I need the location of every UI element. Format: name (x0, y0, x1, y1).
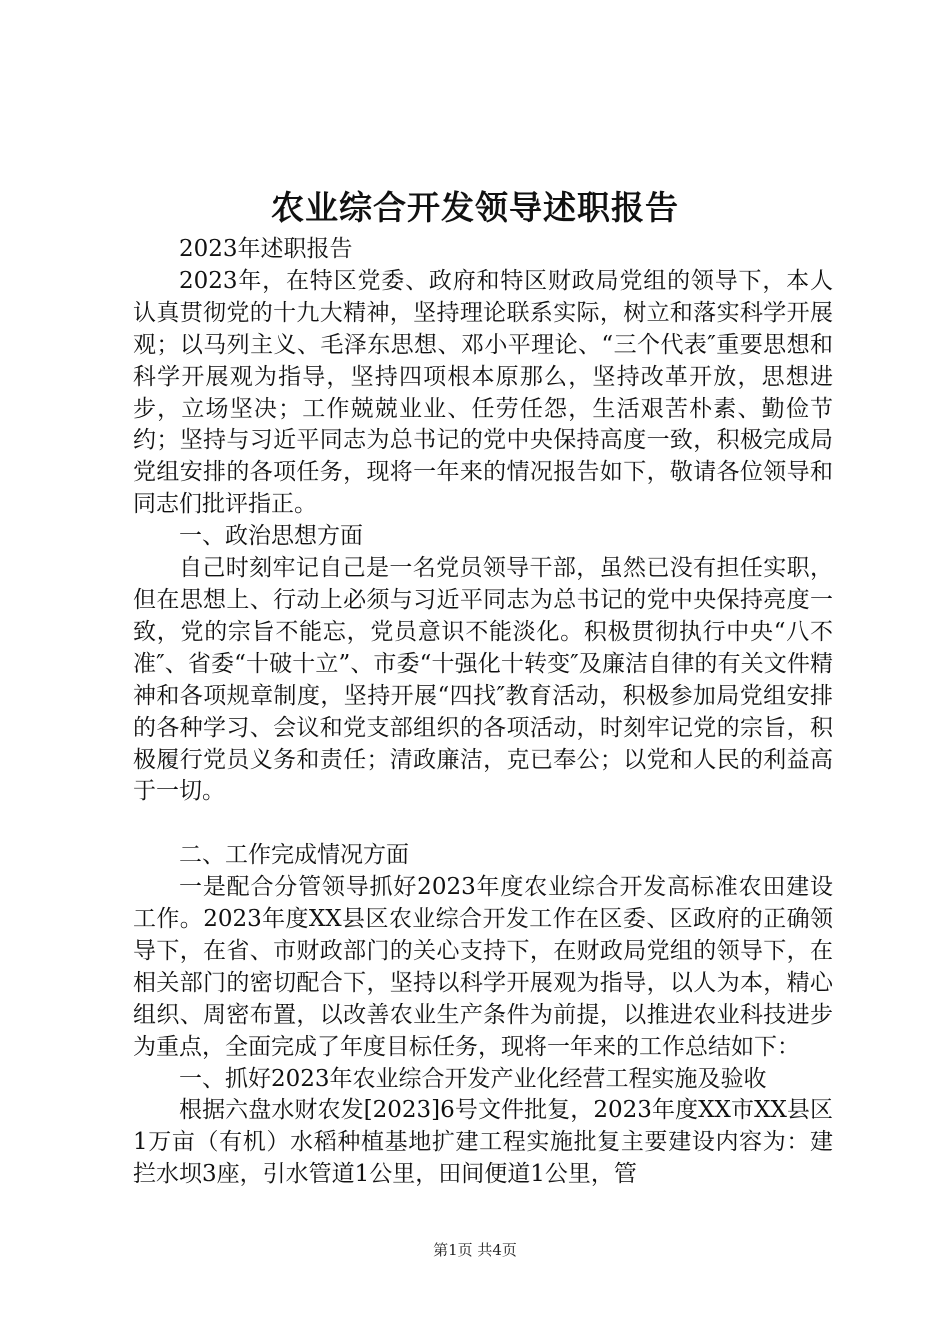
section-2-heading: 二、工作完成情况方面 (179, 842, 409, 869)
subsection-1-paragraph: 根据六盘水财农发[2023]6号文件批复，2023年度XX市XX县区1万亩（有机）水稻种植基地扩建工程实施批复主要建设内容为：建拦水坝3座，引水管道1公里，田间便道1公里，管 (133, 1097, 833, 1188)
document-title: 农业综合开发领导述职报告 (271, 188, 679, 227)
page-number: 第1页 共4页 (433, 1241, 517, 1259)
document-body (133, 234, 833, 1191)
paragraph-gap (133, 808, 833, 840)
subsection-1-heading: 一、抓好2023年农业综合开发产业化经营工程实施及验收 (179, 1065, 767, 1092)
section-2-paragraph: 一是配合分管领导抓好2023年度农业综合开发高标准农田建设工作。2023年度XX县区农业综合开发工作在区委、区政府的正确领导下，在省、市财政部门的关心支持下，在财政局党组的领导下，在相关部门的密切配合下，坚持以科学开展观为指导，以人为本，精心组织、周密布置，以改善农业生产条件为前提，以推进农业科技进步为重点，全面完成了年度目标任务，现将一年来的工作总结如下： (133, 874, 833, 1060)
intro-paragraph: 2023年，在特区党委、政府和特区财政局党组的领导下，本人认真贯彻党的十九大精神，坚持理论联系实际，树立和落实科学开展观；以马列主义、毛泽东思想、邓小平理论、“三个代表″重要思想和科学开展观为指导，坚持四项根本原那么，坚持改革开放，思想进步，立场坚决；工作兢兢业业、任劳任怨，生活艰苦朴素、勤俭节约；坚持与习近平同志为总书记的党中央保持高度一致，积极完成局党组安排的各项任务，现将一年来的情况报告如下，敬请各位领导和同志们批评指正。 (133, 267, 833, 518)
report-subtitle: 2023年述职报告 (179, 236, 353, 262)
section-1-heading: 一、政治思想方面 (179, 523, 363, 550)
section-1-paragraph: 自己时刻牢记自己是一名党员领导干部，虽然已没有担任实职，但在思想上、行动上必须与习近平同志为总书记的党中央保持亮度一致，党的宗旨不能忘，党员意识不能淡化。积极贯彻执行中央“八不准″、省委“十破十立”、市委“十强化十转变″及廉洁自律的有关文件精神和各项规章制度，坚持开展“四找″教育活动，积极参加局党组安排的各种学习、会议和党支部组织的各项活动，时刻牢记党的宗旨，积极履行党员义务和责任；清政廉洁，克已奉公；以党和人民的利益高于一切。 (133, 555, 833, 805)
